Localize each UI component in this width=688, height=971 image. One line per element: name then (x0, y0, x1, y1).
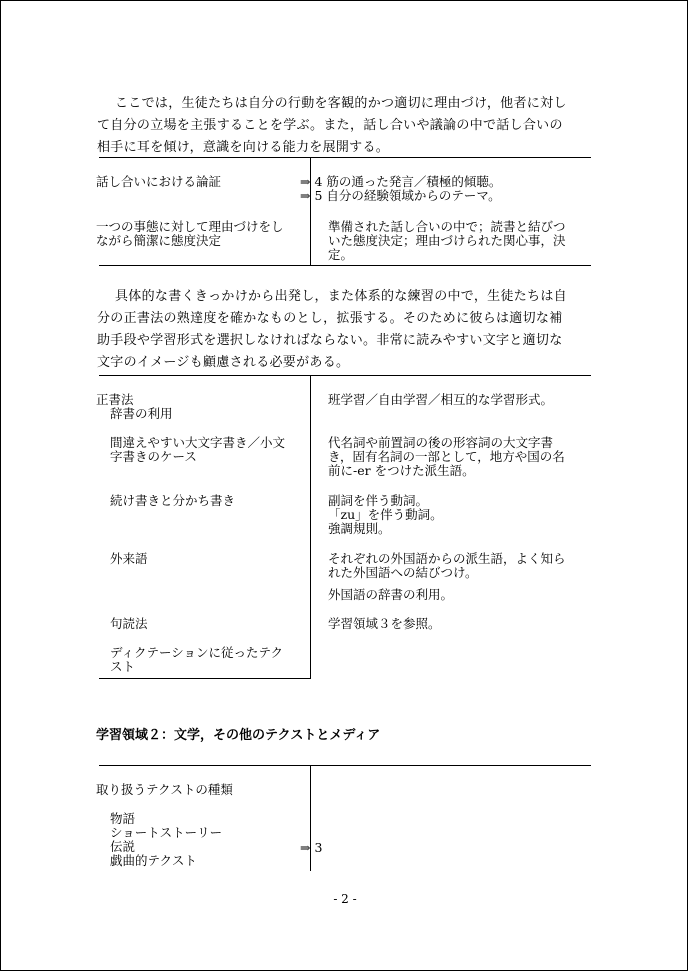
page-number: - 2 - (333, 892, 357, 906)
table2-row1-right: 班学習／自由学習／相互的な学習形式。 (328, 392, 554, 407)
list-item: 物語 (110, 811, 136, 826)
table1-row2-right: 準備された話し合いの中で；読書と結びつ いた態度決定；理由づけられた関心事，決 定。 (328, 219, 566, 262)
table2-row6-left: ディクテーションに従ったテク スト (110, 645, 284, 674)
table3-top-rule (99, 765, 591, 766)
section-heading: 学習領域２：文学，その他のテクストとメディア (96, 728, 381, 743)
table3-divider (310, 765, 311, 871)
table2-row3-right: 副詞を伴う動詞。 「zu」を伴う動詞。 強調規則。 (328, 493, 443, 536)
second-paragraph (97, 286, 597, 374)
table2-row4-left: 外来語 (110, 551, 148, 566)
paragraph-line: 助手段や学習形式を選択しなければならない。非常に読みやすい文字と適切な (97, 333, 563, 348)
table2-row3-left: 続け書きと分かち書き (110, 493, 236, 508)
paragraph-line: 分の正書法の熟達度を確かなものとし，拡張する。そのために彼らは適切な補 (97, 311, 563, 326)
intro-paragraph (97, 93, 597, 159)
table3-items (110, 812, 222, 868)
intro-line: て自分の立場を主張することを学ぶ。また，話し合いや議論の中で話し合いの (97, 118, 563, 133)
paragraph-line: 文字のイメージも顧慮される必要がある。 (97, 355, 350, 370)
list-item: ショートストーリー (110, 825, 223, 840)
table1-bottom-rule (99, 265, 591, 266)
table1-top-rule (99, 157, 591, 158)
table2-row5-left: 句読法 (110, 616, 148, 631)
intro-line: ここでは，生徒たちは自分の行動を客観的かつ適切に理由づけ，他者に対し (115, 96, 567, 111)
table2-title: 正書法 (96, 392, 134, 407)
list-item: 伝説 (110, 839, 136, 854)
list-item: 戯曲的テクスト (110, 853, 197, 868)
table2-row5-right: 学習領域３を参照。 (328, 616, 441, 631)
table2-row1-left: 辞書の利用 (110, 406, 173, 421)
intro-line: 相手に耳を傾け，意識を向ける能力を展開する。 (97, 140, 390, 155)
table2-row4-right: それぞれの外国語からの派生語，よく知ら れた外国語への結びつけ。 (328, 551, 566, 580)
table1-row2-left: 一つの事態に対して理由づけをし ながら簡潔に態度決定 (96, 219, 284, 248)
table1-row1-right: ⇒ 4 筋の通った発言／積極的傾聴。 ⇒ 5 自分の経験領域からのテーマ。 (300, 174, 502, 203)
table2-row4-right-extra: 外国語の辞書の利用。 (328, 587, 454, 602)
table2-row2-left: 間違えやすい大文字書き／小文 字書きのケース (110, 435, 286, 464)
table2-top-rule (99, 375, 591, 376)
table3-reference: ⇒ 3 (300, 840, 323, 855)
table3-title: 取り扱うテクストの種類 (96, 782, 233, 797)
paragraph-line: 具体的な書くきっかけから出発し，また体系的な練習の中で，生徒たちは自 (115, 289, 567, 304)
table1-row1-left: 話し合いにおける論証 (96, 174, 222, 189)
table2-divider (310, 375, 311, 678)
table2-row2-right: 代名詞や前置詞の後の形容詞の大文字書 き，固有名詞の一部として，地方や国の名 前に-er をつけた派生語。 (328, 435, 565, 478)
table2-bottom-rule (99, 678, 311, 679)
